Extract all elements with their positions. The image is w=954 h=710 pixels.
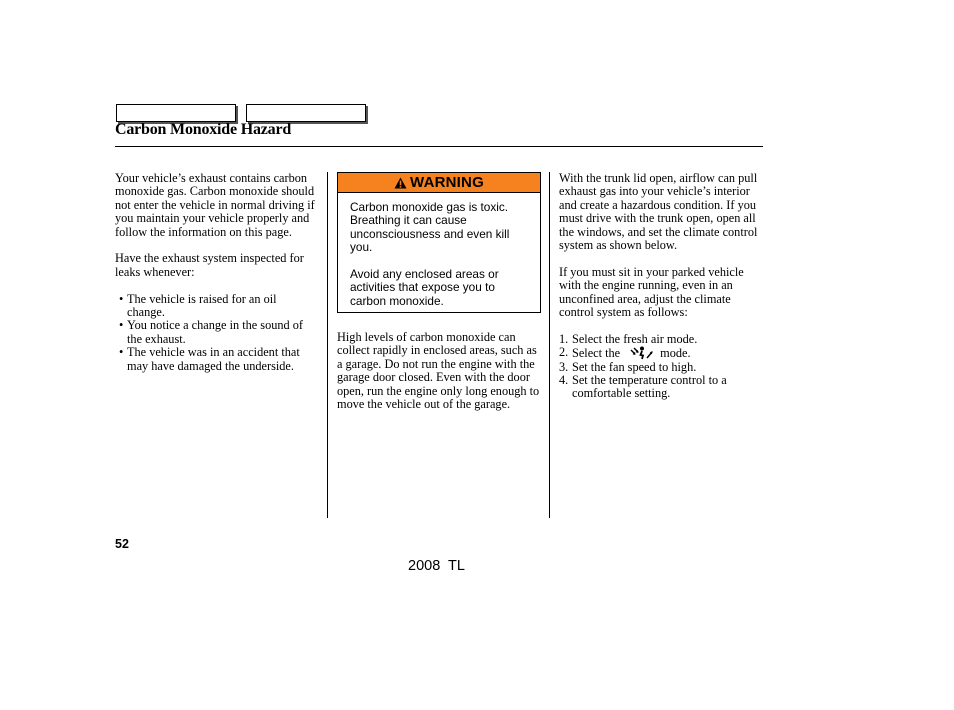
list-item: • The vehicle is raised for an oil change. — [115, 293, 315, 320]
trunk-paragraph: With the trunk lid open, airflow can pull exhaust gas into your vehicle’s interior and create a hazardous condition. If you must drive with the trunk open, open all the windows, and set the climate control system as shown below. — [559, 171, 758, 253]
nav-button-right[interactable] — [246, 104, 366, 122]
warning-box — [337, 172, 541, 313]
list-item — [559, 374, 765, 401]
step-text: mode. — [660, 346, 691, 361]
column-divider — [327, 172, 328, 518]
column-divider — [549, 172, 550, 518]
inspection-paragraph: Have the exhaust system inspected for leaks whenever: — [115, 251, 304, 279]
garage-paragraph: High levels of carbon monoxide can collect rapidly in enclosed areas, such as a garage. Do not run the engine with the garage door closed. Even with the door open, run the engine only long enough to move the vehicle out of the garage. — [337, 330, 540, 412]
list-item — [559, 361, 765, 374]
warning-body — [338, 193, 540, 308]
list-item — [559, 333, 765, 346]
column-middle — [337, 331, 542, 425]
inspection-list — [115, 293, 315, 373]
warning-label: WARNING — [410, 174, 484, 191]
step-text: Select the — [572, 346, 621, 361]
warning-header — [338, 173, 540, 193]
title-divider — [115, 146, 763, 147]
column-right — [559, 172, 765, 401]
warning-text: Carbon monoxide gas is toxic. Breathing it can cause unconsciousness and even kill you. — [350, 200, 510, 255]
warning-triangle-icon — [394, 177, 407, 189]
list-item: • You notice a change in the sound of the exhaust. — [115, 319, 315, 346]
step-text: Set the temperature control to a comfortable setting. — [572, 373, 727, 401]
step-number: 3. — [559, 359, 569, 374]
intro-paragraph: Your vehicle’s exhaust contains carbon monoxide gas. Carbon monoxide should not enter the vehicle in normal driving if you maintain your vehicle properly and follow the information on this page. — [115, 171, 315, 239]
list-item: • The vehicle was in an accident that may have damaged the underside. — [115, 346, 315, 373]
step-number: 4. — [559, 373, 569, 388]
climate-steps — [559, 333, 765, 401]
list-item — [559, 346, 765, 360]
step-text: Set the fan speed to high. — [572, 359, 697, 374]
page-number: 52 — [115, 537, 129, 551]
parked-paragraph: If you must sit in your parked vehicle with the engine running, even in an unconfined area, adjust the climate control system as follows: — [559, 264, 744, 320]
footer-model: 2008 TL — [408, 558, 465, 574]
step-number: 1. — [559, 331, 569, 346]
vent-mode-icon — [630, 346, 654, 360]
warning-text: Avoid any enclosed areas or activities that expose you to carbon monoxide. — [350, 267, 499, 308]
step-number: 2. — [559, 345, 569, 360]
column-left — [115, 172, 315, 373]
step-text: Select the fresh air mode. — [572, 331, 698, 346]
page-title: Carbon Monoxide Hazard — [115, 121, 292, 138]
nav-button-left[interactable] — [116, 104, 236, 122]
